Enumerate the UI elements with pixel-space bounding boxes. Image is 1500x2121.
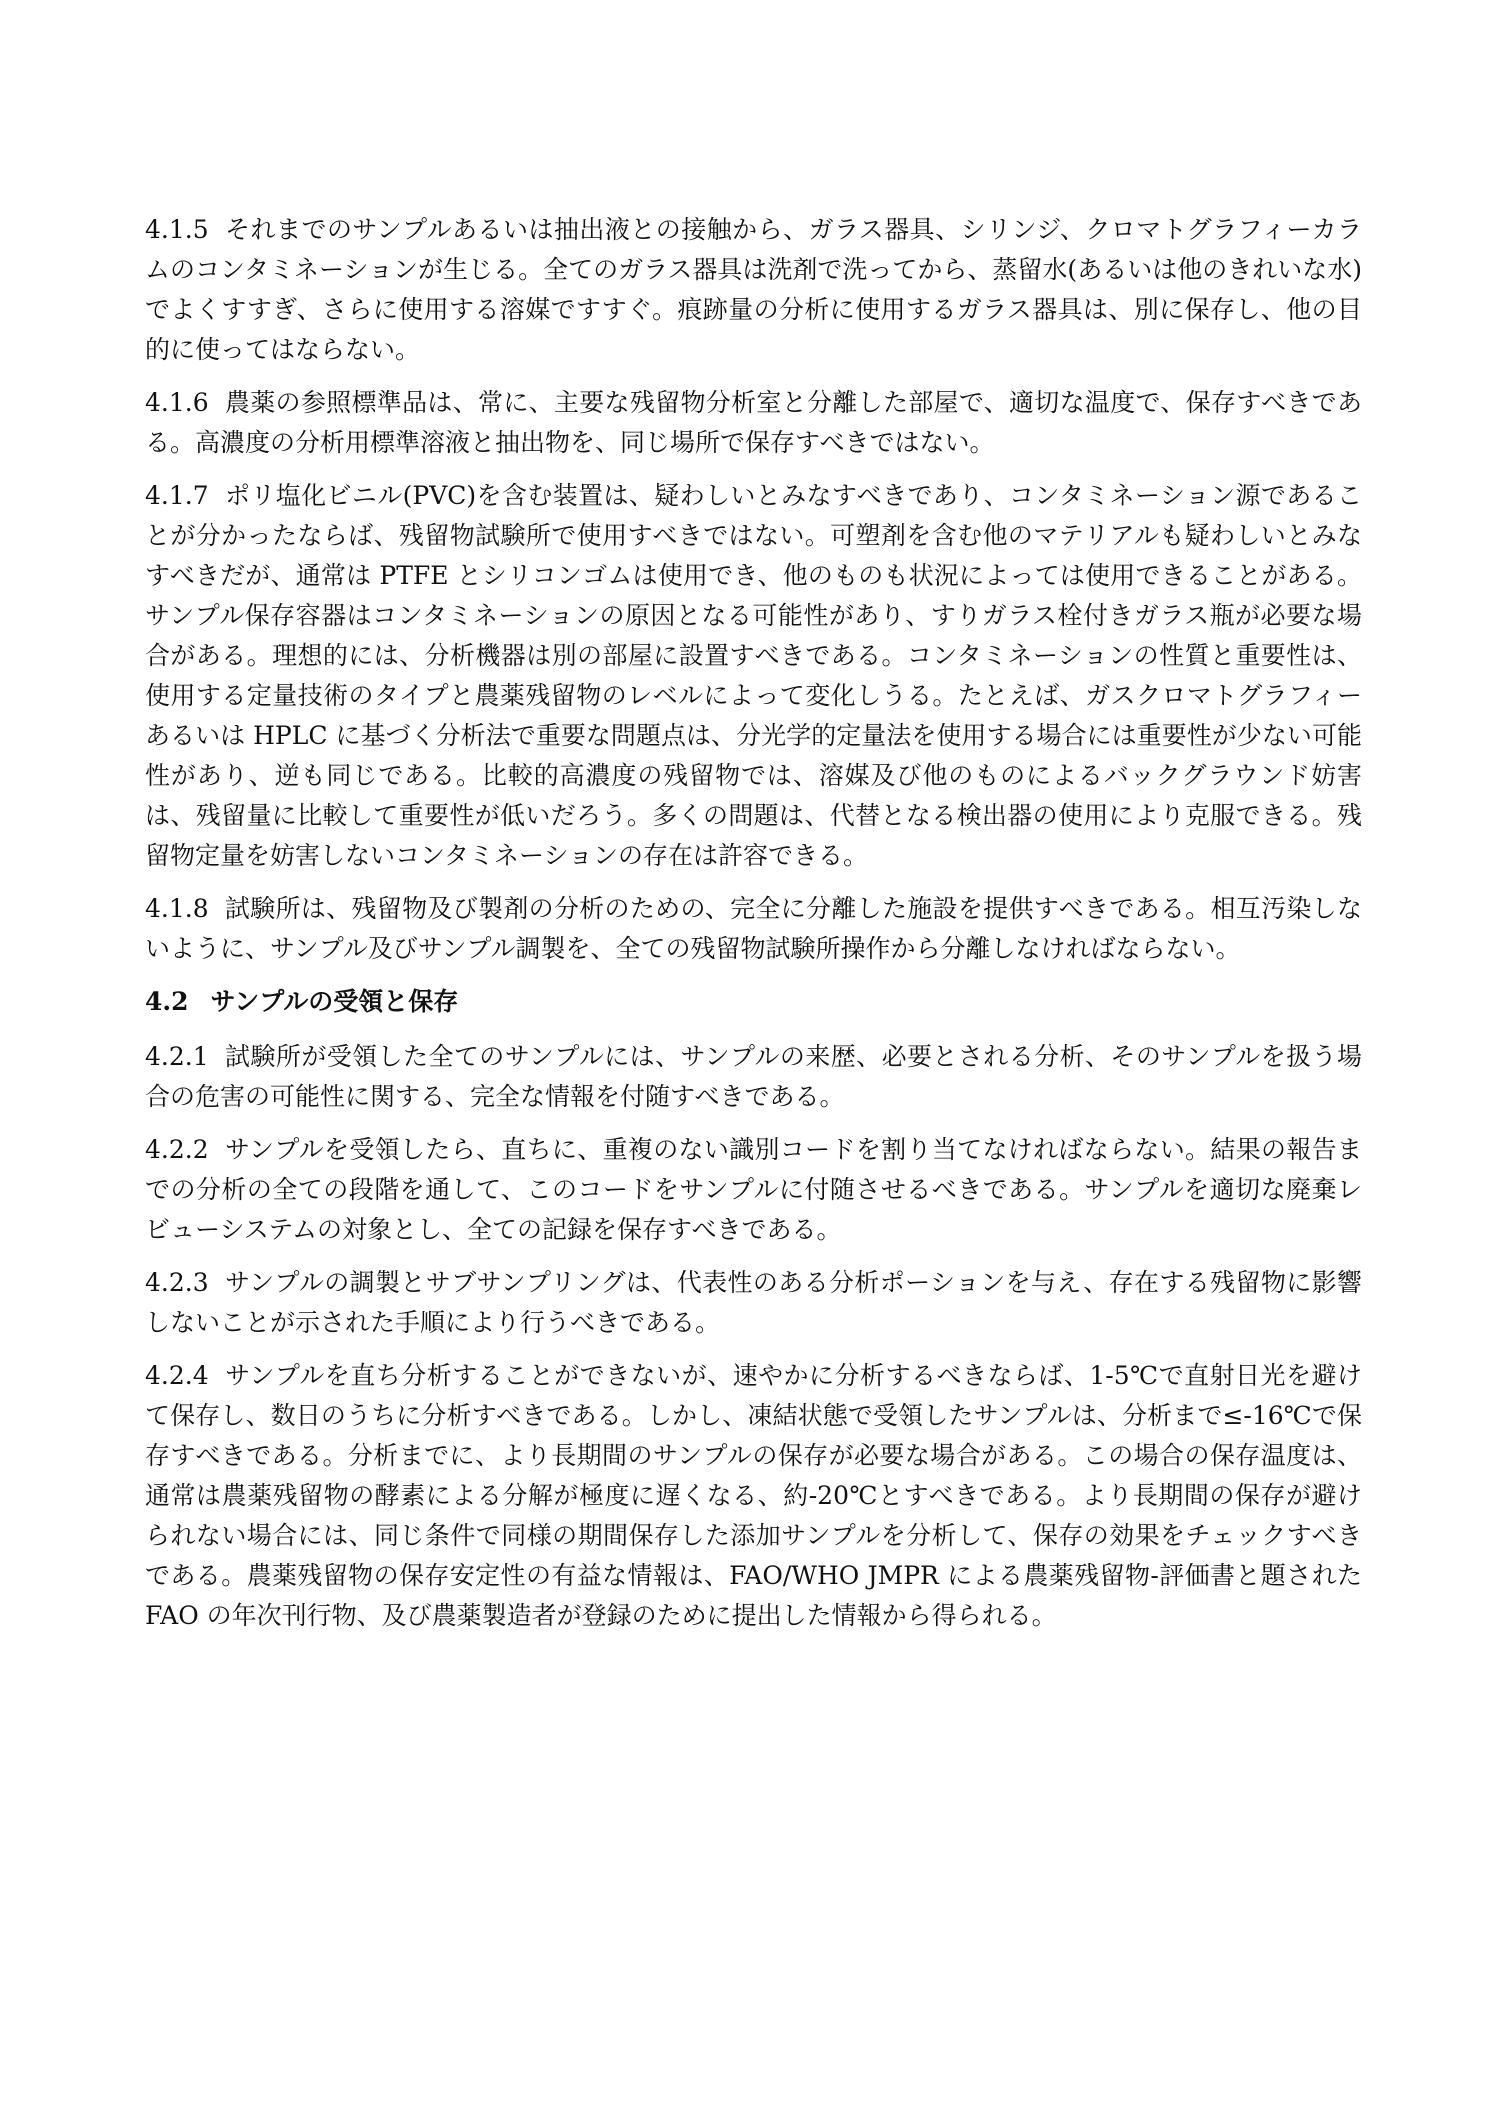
paragraph-text: サンプルを受領したら、直ちに、重複のない識別コードを割り当てなければならない。結果の報告までの分析の全ての段階を通して、このコードをサンプルに付随させるべきである。サンプルを適切な廃棄レビューシステムの対象とし、全ての記録を保存すべきである。	[145, 1135, 1362, 1244]
document-page	[145, 210, 1362, 1649]
paragraph-number: 4.2.1	[145, 1042, 209, 1071]
paragraph-number: 4.1.7	[145, 481, 209, 510]
paragraph-text: ポリ塩化ビニル(PVC)を含む装置は、疑わしいとみなすべきであり、コンタミネーション源であることが分かったならば、残留物試験所で使用すべきではない。可塑剤を含む他のマテリアルも疑わしいとみなすべきだが、通常は PTFE とシリコンゴムは使用でき、他のものも状況によっては使用できることがある。サンプル保存容器はコンタミネーションの原因となる可能性があり、すりガラス栓付きガラス瓶が必要な場合がある。理想的には、分析機器は別の部屋に設置すべきである。コンタミネーションの性質と重要性は、使用する定量技術のタイプと農薬残留物のレベルによって変化しうる。たとえば、ガスクロマトグラフィーあるいは HPLC に基づく分析法で重要な問題点は、分光学的定量法を使用する場合には重要性が少ない可能性があり、逆も同じである。比較的高濃度の残留物では、溶媒及び他のものによるバックグラウンド妨害は、残留量に比較して重要性が低いだろう。多くの問題は、代替となる検出器の使用により克服できる。残留物定量を妨害しないコンタミネーションの存在は許容できる。	[145, 481, 1362, 870]
paragraph-4-1-8	[145, 889, 1362, 969]
paragraph-4-2-2	[145, 1130, 1362, 1250]
section-number: 4.2	[145, 987, 189, 1016]
paragraph-number: 4.2.2	[145, 1135, 209, 1164]
paragraph-text: サンプルの調製とサブサンプリングは、代表性のある分析ポーションを与え、存在する残留物に影響しないことが示された手順により行うべきである。	[145, 1268, 1362, 1337]
paragraph-4-1-5	[145, 210, 1362, 370]
paragraph-4-2-4	[145, 1356, 1362, 1636]
paragraph-text: それまでのサンプルあるいは抽出液との接触から、ガラス器具、シリンジ、クロマトグラフィーカラムのコンタミネーションが生じる。全てのガラス器具は洗剤で洗ってから、蒸留水(あるいは他のきれいな水)でよくすすぎ、さらに使用する溶媒ですすぐ。痕跡量の分析に使用するガラス器具は、別に保存し、他の目的に使ってはならない。	[145, 215, 1362, 364]
paragraph-4-1-7	[145, 476, 1362, 876]
paragraph-text: 試験所が受領した全てのサンプルには、サンプルの来歴、必要とされる分析、そのサンプルを扱う場合の危害の可能性に関する、完全な情報を付随すべきである。	[145, 1042, 1362, 1111]
paragraph-number: 4.2.3	[145, 1268, 209, 1297]
paragraph-text: 農薬の参照標準品は、常に、主要な残留物分析室と分離した部屋で、適切な温度で、保存すべきである。高濃度の分析用標準溶液と抽出物を、同じ場所で保存すべきではない。	[145, 388, 1362, 457]
section-title: サンプルの受領と保存	[210, 987, 459, 1016]
paragraph-4-2-3	[145, 1263, 1362, 1343]
paragraph-number: 4.1.5	[145, 215, 209, 244]
paragraph-number: 4.1.6	[145, 388, 209, 417]
paragraph-number: 4.1.8	[145, 894, 209, 923]
section-heading-4-2	[145, 985, 1362, 1019]
paragraph-4-2-1	[145, 1037, 1362, 1117]
paragraph-text: サンプルを直ち分析することができないが、速やかに分析するべきならば、1-5℃で直射日光を避けて保存し、数日のうちに分析すべきである。しかし、凍結状態で受領したサンプルは、分析まで≤-16℃で保存すべきである。分析までに、より長期間のサンプルの保存が必要な場合がある。この場合の保存温度は、通常は農薬残留物の酵素による分解が極度に遅くなる、約-20℃とすべきである。より長期間の保存が避けられない場合には、同じ条件で同様の期間保存した添加サンプルを分析して、保存の効果をチェックすべきである。農薬残留物の保存安定性の有益な情報は、FAO/WHO JMPR による農薬残留物-評価書と題された FAO の年次刊行物、及び農薬製造者が登録のために提出した情報から得られる。	[145, 1361, 1362, 1630]
paragraph-4-1-6	[145, 383, 1362, 463]
paragraph-number: 4.2.4	[145, 1361, 209, 1390]
paragraph-text: 試験所は、残留物及び製剤の分析のための、完全に分離した施設を提供すべきである。相互汚染しないように、サンプル及びサンプル調製を、全ての残留物試験所操作から分離しなければならない。	[145, 894, 1362, 963]
